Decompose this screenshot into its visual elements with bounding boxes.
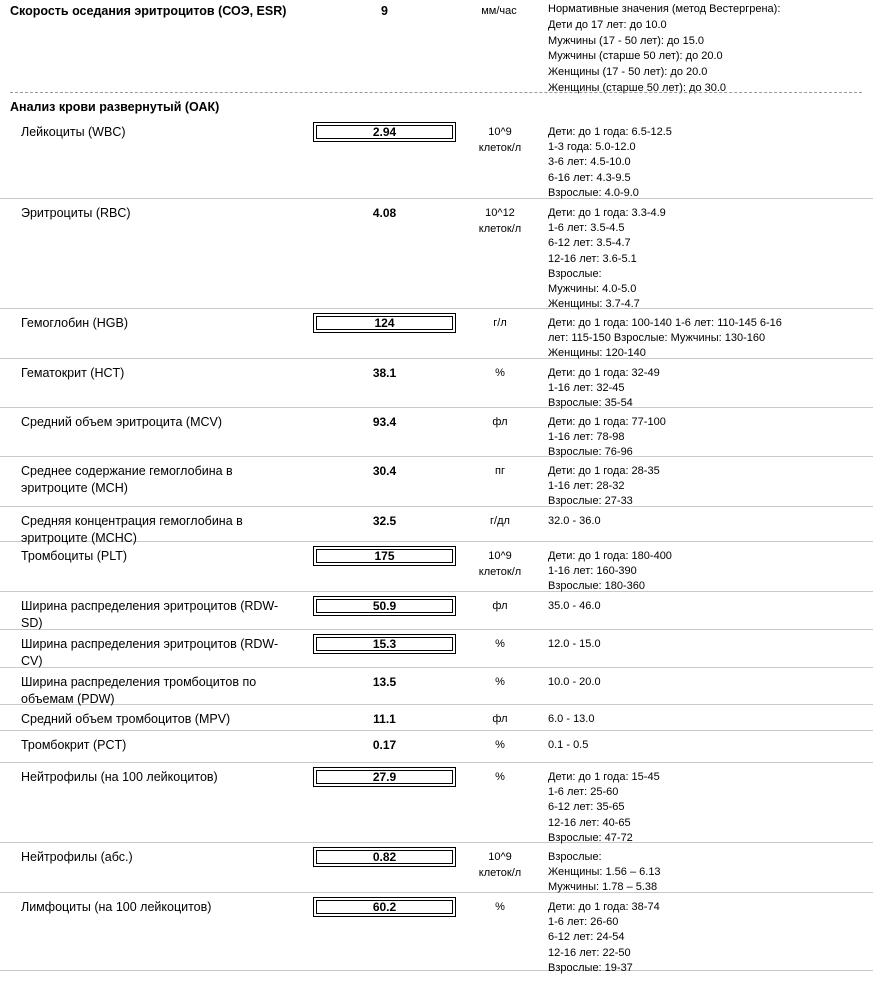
reference-line: Дети до 17 лет: до 10.0 [548, 18, 667, 31]
reference-line: Взрослые: 47-72 [548, 831, 633, 844]
reference-line: Дети: до 1 года: 180-400 [548, 550, 672, 562]
table-row [0, 843, 873, 893]
unit-line: % [495, 638, 505, 650]
reference-range [548, 637, 813, 652]
section-divider [10, 92, 862, 93]
esr-test-unit: мм/час [481, 5, 517, 17]
flagged-result-value: 60.2 [313, 897, 456, 917]
test-name: Средний объем тромбоцитов (MPV) [21, 712, 231, 726]
reference-line: Женщины: 1.56 – 6.13 [548, 866, 661, 879]
section-title: Анализ крови развернутый (ОАК) [10, 100, 220, 114]
unit-line: 10^9 [488, 126, 512, 138]
reference-line: 10.0 - 20.0 [548, 676, 601, 688]
reference-line: Взрослые: 19-37 [548, 961, 633, 974]
reference-line: Взрослые: 35-54 [548, 397, 633, 410]
unit-line: пг [495, 465, 505, 477]
reference-line: 1-6 лет: 3.5-4.5 [548, 222, 625, 235]
test-unit [470, 675, 530, 691]
reference-line: Взрослые: 27-33 [548, 495, 633, 508]
table-row [0, 592, 873, 630]
reference-line: 6-16 лет: 4.3-9.5 [548, 171, 631, 184]
reference-range [548, 850, 813, 896]
test-unit [470, 366, 530, 382]
reference-line: 12-16 лет: 22-50 [548, 946, 631, 959]
test-name: Ширина распределения тромбоцитов по объемам (PDW) [21, 675, 257, 706]
reference-line: Дети: до 1 года: 32-49 [548, 367, 660, 379]
test-unit [470, 637, 530, 653]
unit-line: клеток/л [478, 141, 522, 154]
reference-line: Дети: до 1 года: 38-74 [548, 901, 660, 913]
reference-range [548, 738, 813, 753]
reference-line: 1-6 лет: 26-60 [548, 916, 619, 929]
reference-range [548, 599, 813, 614]
flagged-result-value: 15.3 [313, 634, 456, 654]
table-row [0, 309, 873, 359]
result-value: 11.1 [373, 712, 396, 726]
unit-line: % [495, 771, 505, 783]
test-unit [470, 464, 530, 480]
table-row [0, 542, 873, 592]
test-unit [470, 850, 530, 881]
reference-line: 12-16 лет: 3.6-5.1 [548, 252, 637, 265]
test-unit [470, 900, 530, 916]
test-unit [470, 125, 530, 156]
test-name: Ширина распределения эритроцитов (RDW-SD) [21, 599, 279, 630]
table-row [0, 893, 873, 974]
reference-line: 32.0 - 36.0 [548, 515, 601, 527]
reference-range [548, 770, 813, 846]
reference-line: 12.0 - 15.0 [548, 638, 601, 650]
table-row [0, 408, 873, 457]
result-value: 93.4 [372, 415, 397, 429]
reference-line: Женщины (старше 50 лет): до 30.0 [548, 81, 727, 94]
reference-line: Мужчины: 4.0-5.0 [548, 283, 637, 296]
result-value: 32.5 [372, 514, 397, 528]
reference-line: Нормативные значения (метод Вестергрена): [548, 3, 781, 15]
unit-line: 10^12 [485, 207, 515, 219]
test-name: Среднее содержание гемоглобина в эритроците (MCH) [21, 464, 233, 495]
reference-line: Мужчины (старше 50 лет): до 20.0 [548, 50, 723, 63]
esr-block [0, 0, 873, 92]
unit-line: % [495, 676, 505, 688]
test-unit [470, 549, 530, 580]
reference-line: 6-12 лет: 3.5-4.7 [548, 237, 631, 250]
unit-line: % [495, 901, 505, 913]
reference-range [548, 316, 813, 362]
flagged-result-value: 2.94 [313, 122, 456, 142]
reference-line: 35.0 - 46.0 [548, 600, 601, 612]
table-row [0, 763, 873, 843]
test-unit [470, 712, 530, 728]
unit-line: фл [492, 600, 508, 612]
reference-line: Взрослые: 180-360 [548, 580, 646, 593]
results-table [0, 118, 873, 974]
test-unit [470, 415, 530, 431]
reference-range [548, 125, 813, 201]
flagged-result-value: 27.9 [313, 767, 456, 787]
result-value: 38.1 [372, 366, 397, 380]
reference-line: Взрослые: 4.0-9.0 [548, 186, 639, 199]
test-name: Нейтрофилы (абс.) [21, 850, 133, 864]
test-name: Нейтрофилы (на 100 лейкоцитов) [21, 770, 218, 784]
test-name: Средняя концентрация гемоглобина в эритроците (MCHC) [21, 514, 243, 545]
table-row [0, 457, 873, 507]
unit-line: 10^9 [488, 851, 512, 863]
reference-range [548, 514, 813, 529]
reference-line: Дети: до 1 года: 28-35 [548, 465, 660, 477]
test-unit [470, 738, 530, 754]
result-value: 30.4 [372, 464, 397, 478]
reference-range [548, 675, 813, 690]
reference-line: 1-16 лет: 78-98 [548, 431, 625, 444]
reference-range [548, 900, 813, 976]
reference-line: Женщины (17 - 50 лет): до 20.0 [548, 66, 708, 79]
reference-range [548, 206, 813, 312]
table-row [0, 507, 873, 545]
flagged-result-value: 50.9 [313, 596, 456, 616]
table-row [0, 199, 873, 309]
test-unit [470, 514, 530, 530]
result-value: 4.08 [372, 206, 397, 220]
test-name: Тромбоциты (PLT) [21, 549, 128, 563]
test-name: Средний объем эритроцита (MCV) [21, 415, 223, 429]
flagged-result-value: 175 [313, 546, 456, 566]
reference-line: Взрослые: 76-96 [548, 446, 633, 459]
test-name: Эритроциты (RBC) [21, 206, 131, 220]
reference-range [548, 712, 813, 727]
reference-line: 1-16 лет: 32-45 [548, 382, 625, 395]
reference-range [548, 549, 813, 595]
table-row [0, 705, 873, 731]
test-unit [470, 599, 530, 615]
reference-line: 12-16 лет: 40-65 [548, 816, 631, 829]
reference-line: 6-12 лет: 24-54 [548, 931, 625, 944]
reference-line: 1-16 лет: 28-32 [548, 480, 625, 493]
reference-line: 1-3 года: 5.0-12.0 [548, 141, 636, 154]
reference-line: 1-6 лет: 25-60 [548, 786, 619, 799]
test-name: Лимфоциты (на 100 лейкоцитов) [21, 900, 212, 914]
table-row [0, 731, 873, 763]
unit-line: г/дл [490, 515, 510, 527]
reference-line: лет: 115-150 Взрослые: Мужчины: 130-160 [548, 332, 766, 345]
reference-line: Взрослые: [548, 851, 602, 863]
reference-line: 6-12 лет: 35-65 [548, 801, 625, 814]
unit-line: % [495, 739, 505, 751]
test-name: Лейкоциты (WBC) [21, 125, 126, 139]
table-row [0, 359, 873, 408]
table-row [0, 118, 873, 199]
reference-line: Женщины: 3.7-4.7 [548, 298, 640, 311]
reference-range [548, 464, 813, 510]
reference-range [548, 366, 813, 412]
reference-line: Дети: до 1 года: 3.3-4.9 [548, 207, 666, 219]
reference-line: Дети: до 1 года: 15-45 [548, 771, 660, 783]
flagged-result-value: 0.82 [313, 847, 456, 867]
test-unit [470, 206, 530, 237]
reference-line: Мужчины: 1.78 – 5.38 [548, 881, 658, 894]
reference-line: Взрослые: [548, 267, 602, 280]
unit-line: клеток/л [478, 222, 522, 235]
unit-line: г/л [493, 317, 507, 329]
reference-line: Дети: до 1 года: 77-100 [548, 416, 666, 428]
result-value: 0.17 [372, 738, 397, 752]
reference-range [548, 415, 813, 461]
unit-line: клеток/л [478, 866, 522, 879]
table-row [0, 668, 873, 705]
reference-line: Дети: до 1 года: 100-140 1-6 лет: 110-145 6-16 [548, 317, 782, 329]
reference-line: 3-6 лет: 4.5-10.0 [548, 156, 631, 169]
reference-line: 0.1 - 0.5 [548, 739, 589, 751]
unit-line: клеток/л [478, 565, 522, 578]
test-name: Гематокрит (HCT) [21, 366, 125, 380]
unit-line: фл [492, 416, 508, 428]
esr-test-name: Скорость оседания эритроцитов (СОЭ, ESR) [10, 4, 287, 18]
reference-line: Дети: до 1 года: 6.5-12.5 [548, 126, 672, 138]
table-row [0, 630, 873, 668]
test-unit [470, 316, 530, 332]
reference-line: Мужчины (17 - 50 лет): до 15.0 [548, 34, 705, 47]
esr-reference-range [548, 2, 868, 97]
unit-line: % [495, 367, 505, 379]
result-value: 13.5 [372, 675, 397, 689]
test-name: Тромбокрит (PCT) [21, 738, 127, 752]
reference-line: Женщины: 120-140 [548, 347, 646, 360]
reference-line: 1-16 лет: 160-390 [548, 565, 637, 578]
flagged-result-value: 124 [313, 313, 456, 333]
reference-line: 6.0 - 13.0 [548, 713, 595, 725]
esr-test-value: 9 [381, 4, 388, 18]
test-name: Ширина распределения эритроцитов (RDW-CV) [21, 637, 279, 668]
test-name: Гемоглобин (HGB) [21, 316, 129, 330]
unit-line: фл [492, 713, 508, 725]
test-unit [470, 770, 530, 786]
unit-line: 10^9 [488, 550, 512, 562]
